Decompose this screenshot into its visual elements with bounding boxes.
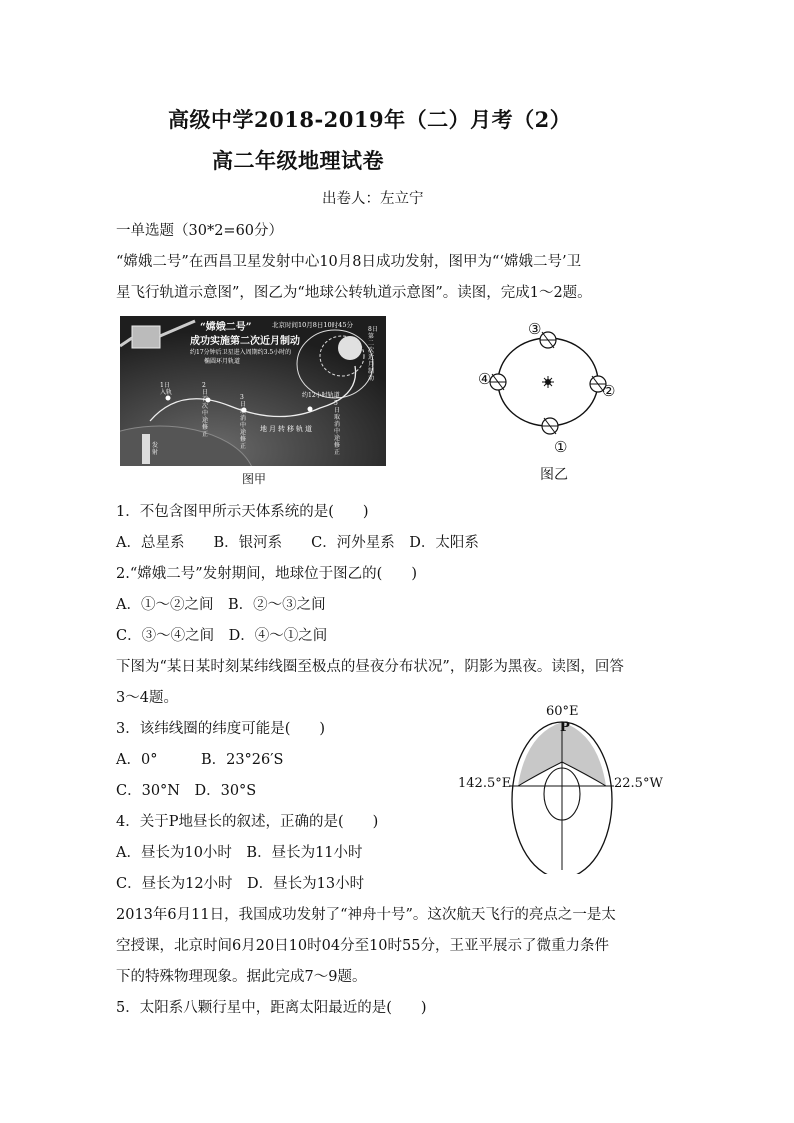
day8-label: 8日第二次近月制动 [368, 326, 378, 382]
label-22w: 22.5°W [614, 776, 663, 791]
section-heading: 一单选题（30*2=60分） [116, 223, 284, 239]
banner-title: “嫦娥二号” [200, 322, 252, 333]
intro1-line2: 星飞行轨道示意图”，图乙为“地球公转轨道示意图”。读图，完成1～2题。 [116, 285, 592, 301]
q4-options-cd: C．昼长为12小时 D．昼长为13小时 [116, 876, 365, 892]
day3-label: 3日取消中途修正 [240, 394, 247, 450]
intro3-line1: 2013年6月11日，我国成功发射了“神舟十号”。这次航天飞行的亮点之一是太 [116, 907, 616, 923]
intro2-line1: 下图为“某日某时刻某纬线圈至极点的昼夜分布状况”，阴影为黑夜。读图，回答 [116, 659, 624, 675]
launch-label: 发射 [152, 442, 159, 456]
exam-title: 高级中学2018-2019年（二）月考（2） [168, 107, 572, 132]
figure-yi [476, 318, 616, 468]
orbit-note-2: 椭圆环月轨道 [204, 358, 241, 365]
day1-label: 1日入轨 [160, 382, 173, 396]
figure-yi-graphic [476, 318, 616, 468]
position-3-label: ③ [528, 320, 542, 338]
position-2-label: ② [602, 382, 616, 400]
orbit-note-1: 约17分钟后卫星进入周期约3.5小时的 [190, 349, 292, 356]
q4-stem: 4．关于P地昼长的叙述，正确的是( ) [116, 814, 379, 830]
q3-options-ab: A．0° B．23°26′S [116, 752, 284, 768]
day5-label: 5日取消中途修正 [334, 400, 341, 456]
transfer-orbit-label: 地月转移轨道 [260, 425, 314, 433]
intro3-line3: 下的特殊物理现象。据此完成7～9题。 [116, 969, 367, 985]
orbit-12h-label: 约12小时轨道 [302, 392, 340, 399]
label-142e: 142.5°E [458, 776, 512, 791]
intro2-line2: 3～4题。 [116, 690, 178, 706]
banner-time: 北京时间10月8日10时45分 [272, 321, 353, 329]
exam-subtitle: 高二年级地理试卷 [212, 148, 384, 173]
q2-stem: 2.“嫦娥二号”发射期间，地球位于图乙的( ) [116, 566, 417, 582]
exam-author: 出卷人：左立宁 [322, 191, 424, 207]
label-60e: 60°E [546, 704, 579, 719]
q4-options-ab: A．昼长为10小时 B．昼长为11小时 [116, 845, 363, 861]
figure-daynight [458, 704, 668, 874]
position-4-label: ④ [478, 370, 492, 388]
label-point-p: P [560, 720, 570, 735]
intro3-line2: 空授课，北京时间6月20日10时04分至10时55分，王亚平展示了微重力条件 [116, 938, 609, 954]
q1-stem: 1．不包含图甲所示天体系统的是( ) [116, 504, 369, 520]
q2-options-ab: A．①～②之间 B．②～③之间 [116, 597, 326, 613]
q5-stem: 5．太阳系八颗行星中，距离太阳最近的是( ) [116, 1000, 427, 1016]
position-1-label: ① [554, 438, 568, 456]
q3-stem: 3．该纬线圈的纬度可能是( ) [116, 721, 326, 737]
figure-jia-caption: 图甲 [242, 472, 267, 486]
q2-options-cd: C．③～④之间 D．④～①之间 [116, 628, 328, 644]
q1-options: A．总星系 B．银河系 C．河外星系 D．太阳系 [116, 535, 479, 551]
q3-options-cd: C．30°N D．30°S [116, 783, 257, 799]
figure-jia [120, 316, 386, 466]
intro1-line1: “嫦娥二号”在西昌卫星发射中心10月8日成功发射，图甲为“‘嫦娥二号’卫 [116, 254, 582, 270]
day2-label: 2日首次中途修正 [202, 382, 209, 438]
figure-yi-caption: 图乙 [540, 467, 568, 483]
banner-subtitle: 成功实施第二次近月制动 [190, 336, 300, 347]
